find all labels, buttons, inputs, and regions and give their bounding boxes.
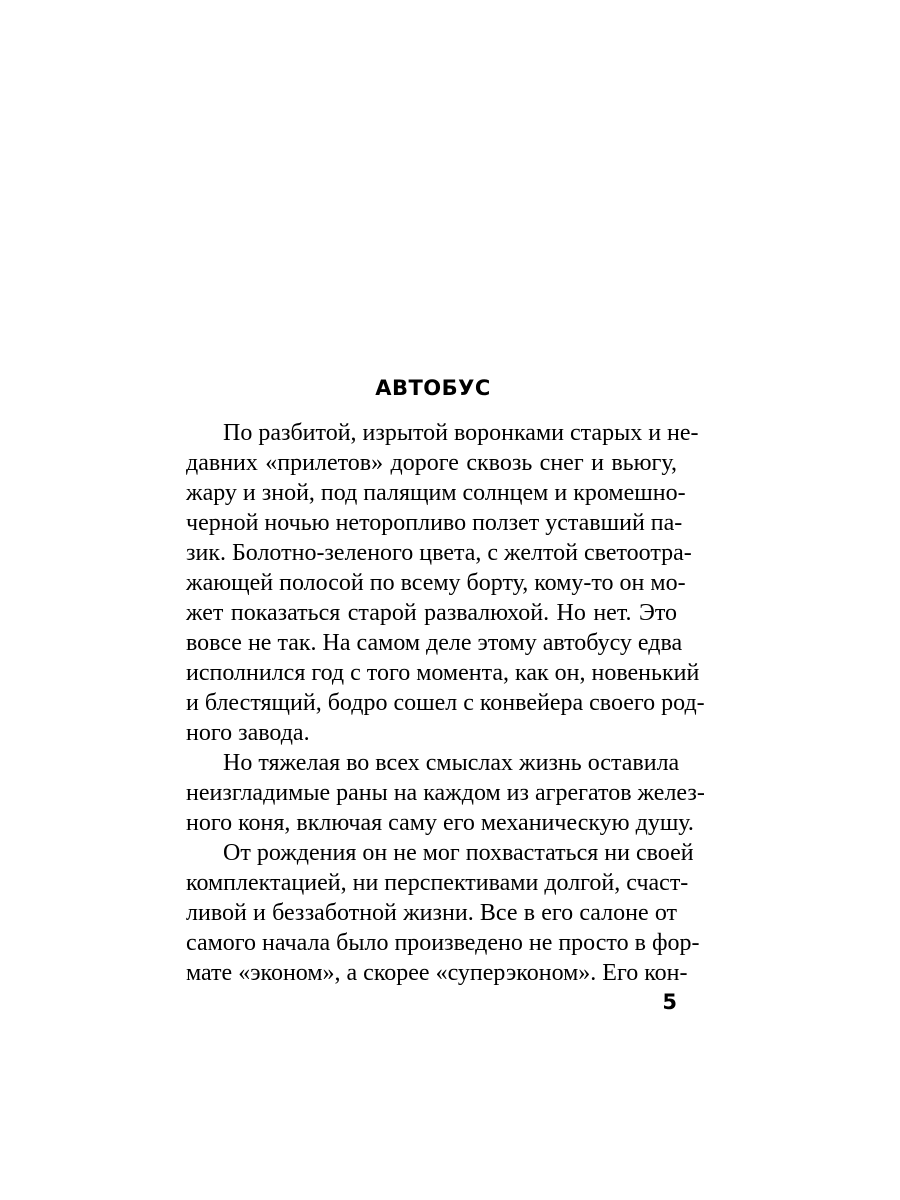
text-line: исполнился год с того момента, как он, новенький (186, 660, 700, 686)
text-line: самого начала было произведено не просто в фор- (186, 930, 700, 956)
chapter-title: АВТОБУС (375, 376, 491, 400)
body-text (186, 418, 705, 988)
text-line: зик. Болотно-зеленого цвета, с желтой светоотра- (186, 540, 692, 566)
page-number: 5 (662, 990, 677, 1014)
text-line: По разбитой, изрытой воронками старых и не- (223, 420, 699, 446)
text-line: жару и зной, под палящим солнцем и кромешно- (186, 480, 686, 506)
text-line: ного коня, включая саму его механическую душу. (186, 810, 694, 836)
text-line: черной ночью неторопливо ползет уставший па- (186, 510, 683, 536)
text-line: вовсе не так. На самом деле этому автобусу едва (186, 630, 683, 656)
text-line: ного завода. (186, 720, 310, 746)
text-line: и блестящий, бодро сошел с конвейера своего род- (186, 690, 705, 716)
text-line: давних «прилетов» дороге сквозь снег и вьюгу, (186, 450, 677, 476)
text-line: мате «эконом», а скорее «суперэконом». Его кон- (186, 960, 688, 986)
text-line: От рождения он не мог похвастаться ни своей (223, 840, 694, 866)
text-line: Но тяжелая во всех смыслах жизнь оставила (223, 750, 680, 776)
text-line: жающей полосой по всему борту, кому-то он мо- (186, 570, 686, 596)
text-line: комплектацией, ни перспективами долгой, счаст- (186, 870, 689, 896)
text-line: неизгладимые раны на каждом из агрегатов желез- (186, 780, 705, 806)
text-line: ливой и беззаботной жизни. Все в его салоне от (186, 900, 677, 926)
text-line: жет показаться старой развалюхой. Но нет. Это (186, 600, 677, 626)
